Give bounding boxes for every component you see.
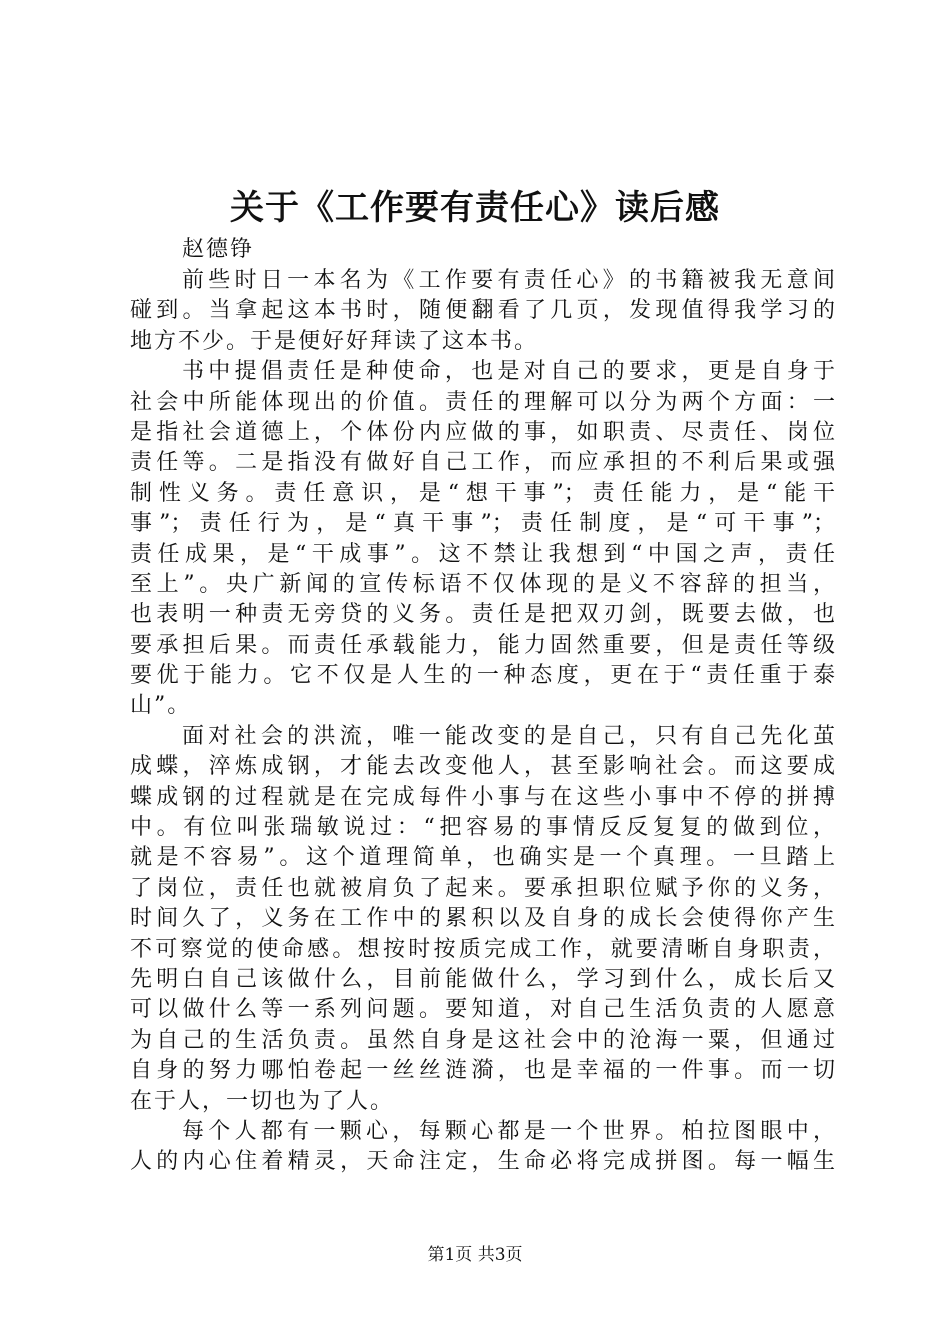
text-line: 每个人都有一颗心，每颗心都是一个世界。柏拉图眼中，: [182, 1118, 835, 1144]
document-body: [130, 266, 835, 1178]
text-line: 在于人，一切也为了人。: [130, 1088, 395, 1114]
text-line: 地方不少。于是便好好拜读了这本书。: [130, 328, 539, 354]
text-line: 事”；责任行为，是“真干事”；责任制度，是“可干事”；: [130, 511, 835, 537]
text-line: 是指社会道德上，个体份内应做的事，如职责、尽责任、岗位: [130, 419, 835, 445]
text-line: 山”。: [130, 693, 192, 719]
text-line: 先明白自己该做什么，目前能做什么，学习到什么，成长后又: [130, 966, 835, 992]
text-line: 自身的努力哪怕卷起一丝丝涟漪，也是幸福的一件事。而一切: [130, 1058, 835, 1084]
document-title: 关于《工作要有责任心》读后感: [230, 188, 720, 228]
text-line: 就是不容易”。这个道理简单，也确实是一个真理。一旦踏上: [130, 845, 835, 871]
text-line: 蝶成钢的过程就是在完成每件小事与在这些小事中不停的拼搏: [130, 784, 835, 810]
text-line: 可以做什么等一系列问题。要知道，对自己生活负责的人愿意: [130, 997, 835, 1023]
text-line: 碰到。当拿起这本书时，随便翻看了几页，发现值得我学习的: [130, 298, 835, 324]
text-line: 不可察觉的使命感。想按时按质完成工作，就要清晰自身职责，: [130, 936, 835, 962]
text-line: 成蝶，淬炼成钢，才能去改变他人，甚至影响社会。而这要成: [130, 754, 835, 780]
text-line: 也表明一种责无旁贷的义务。责任是把双刃剑，既要去做，也: [130, 602, 835, 628]
text-line: 人的内心住着精灵，天命注定，生命必将完成拼图。每一幅生: [130, 1149, 835, 1175]
text-line: 责任成果，是“干成事”。这不禁让我想到“中国之声，责任: [130, 541, 835, 567]
text-line: 社会中所能体现出的价值。责任的理解可以分为两个方面：一: [130, 389, 835, 415]
page-footer: 第1页 共3页: [427, 1245, 523, 1265]
text-line: 制性义务。责任意识，是“想干事”；责任能力，是“能干: [130, 480, 835, 506]
text-line: 书中提倡责任是种使命，也是对自己的要求，更是自身于: [182, 359, 835, 385]
text-line: 中。有位叫张瑞敏说过：“把容易的事情反反复复的做到位，: [130, 815, 835, 841]
text-line: 面对社会的洪流，唯一能改变的是自己，只有自己先化茧: [182, 723, 835, 749]
text-line: 要承担后果。而责任承载能力，能力固然重要，但是责任等级: [130, 632, 835, 658]
text-line: 时间久了，义务在工作中的累积以及自身的成长会使得你产生: [130, 906, 835, 932]
text-line: 要优于能力。它不仅是人生的一种态度，更在于“责任重于泰: [130, 663, 835, 689]
text-line: 前些时日一本名为《工作要有责任心》的书籍被我无意间: [182, 268, 835, 293]
author-name: 赵德铮: [182, 237, 255, 262]
text-line: 至上”。央广新闻的宣传标语不仅体现的是义不容辞的担当，: [130, 571, 835, 597]
text-line: 责任等。二是指没有做好自己工作，而应承担的不利后果或强: [130, 450, 835, 476]
text-line: 了岗位，责任也就被肩负了起来。要承担职位赋予你的义务，: [130, 875, 835, 901]
text-line: 为自己的生活负责。虽然自身是这社会中的沧海一粟，但通过: [130, 1027, 835, 1053]
